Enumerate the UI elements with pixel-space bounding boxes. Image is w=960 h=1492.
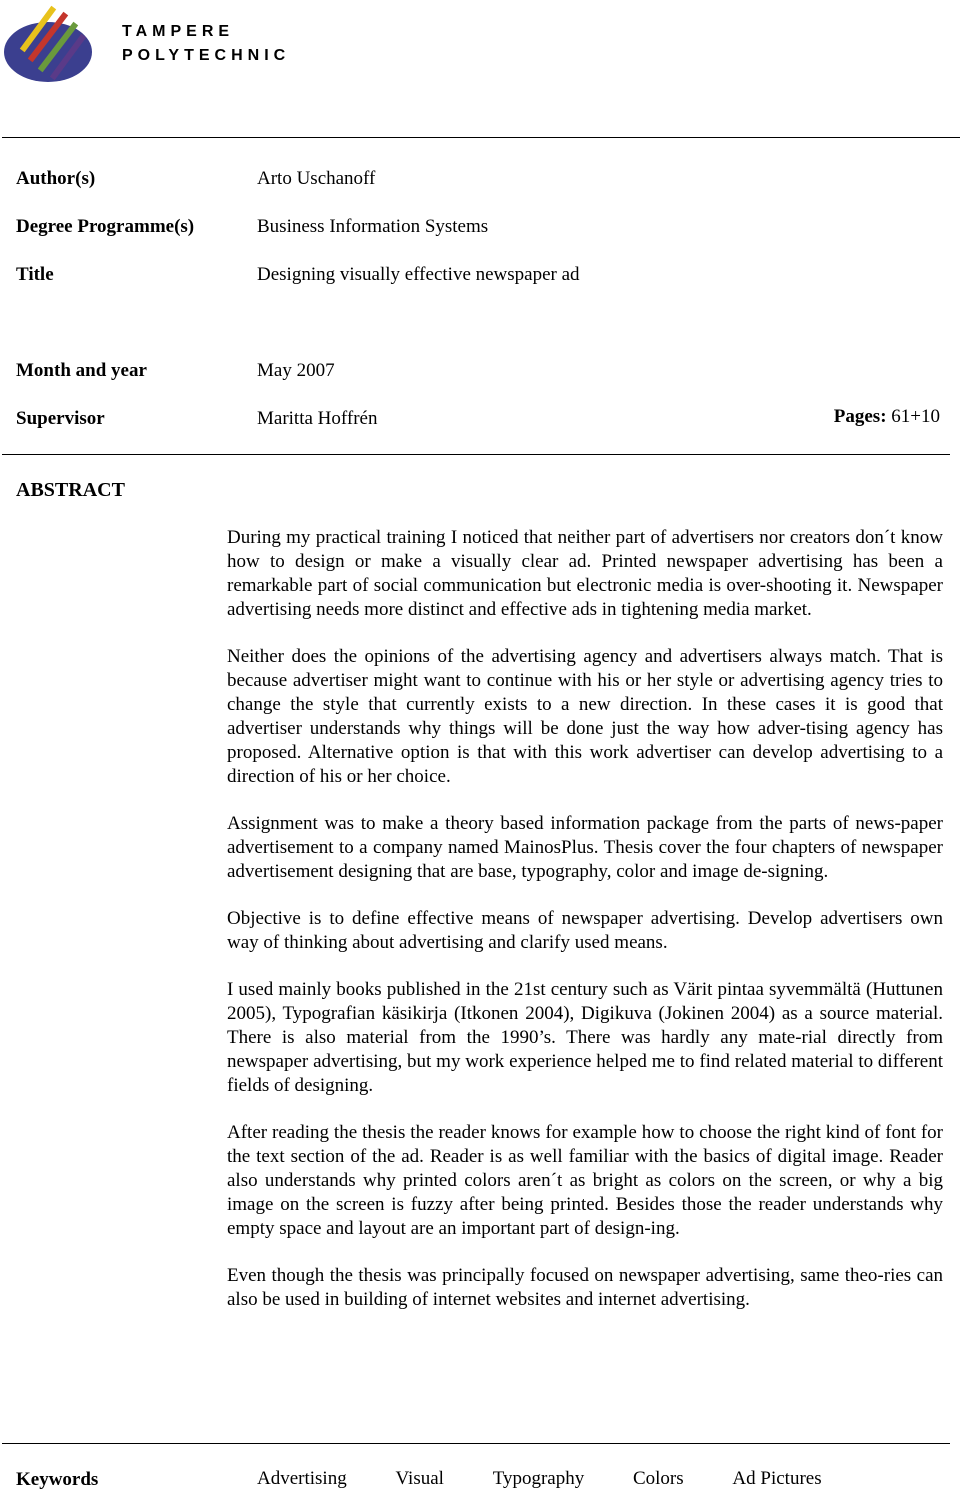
keyword-item: Colors xyxy=(632,1468,684,1489)
authors-label: Author(s) xyxy=(16,168,96,189)
abstract-paragraph: Neither does the opinions of the advertising agency and advertisers always match. That is because advertiser might want to continue with his or her style or advertising agency tries to change the style that currently exists to a new direction. In these cases it is good that advertiser understands why things will be done just the way how adver-tising agency has proposed. Alternative option is that with this work advertiser can develop advertising to a direction of his or her choice. xyxy=(227,646,943,787)
pages-label: Pages: xyxy=(833,406,887,427)
header-divider xyxy=(2,137,960,138)
abstract-paragraph: During my practical training I noticed that neither part of advertisers nor creators don´t know how to design or make a visually clear ad. Printed newspaper advertising has been a remarkable part of social communication but electronic media is over-shooting it. Newspaper advertising needs more distinct and effective ads in tightening media market. xyxy=(227,527,943,620)
month-year-label: Month and year xyxy=(16,360,147,381)
authors-value: Arto Uschanoff xyxy=(257,168,376,189)
keywords-divider xyxy=(2,1443,950,1444)
abstract-body xyxy=(227,526,943,1335)
tampere-polytechnic-logo xyxy=(2,2,98,84)
abstract-paragraph: I used mainly books published in the 21st century such as Värit pintaa syvemmältä (Huttunen 2005), Typografian käsikirja (Itkonen 2004), Digikuva (Jokinen 2004) as a source material. There is also material from the 1990’s. There was hardly any mate-rial directly from newspaper advertising, but my work experience helped me to find related material to different fields of designing. xyxy=(227,979,943,1096)
meta-divider xyxy=(2,454,950,455)
keyword-item: Advertising xyxy=(257,1468,347,1489)
programme-label: Degree Programme(s) xyxy=(16,216,195,237)
abstract-paragraph: Even though the thesis was principally focused on newspaper advertising, same theo-ries can also be used in building of internet websites and internet advertising. xyxy=(227,1265,943,1310)
institution-line-2: POLYTECHNIC xyxy=(122,47,291,64)
pages-info xyxy=(834,406,940,428)
pages-value: 61+10 xyxy=(891,406,940,427)
abstract-paragraph: Objective is to define effective means of newspaper advertising. Develop advertisers own way of thinking about advertising and clarify used means. xyxy=(227,908,943,953)
title-label: Title xyxy=(16,264,54,285)
abstract-paragraph: Assignment was to make a theory based information package from the parts of news-paper advertisement to a company named MainosPlus. Thesis cover the four chapters of newspaper advertisement designing that are base, typography, color and image de-signing. xyxy=(227,813,943,882)
abstract-heading: ABSTRACT xyxy=(16,479,125,501)
title-value: Designing visually effective newspaper ad xyxy=(257,264,580,285)
programme-value: Business Information Systems xyxy=(257,216,489,237)
keywords-label: Keywords xyxy=(16,1469,99,1490)
supervisor-label: Supervisor xyxy=(16,408,105,429)
keyword-item: Typography xyxy=(492,1468,585,1489)
abstract-paragraph: After reading the thesis the reader knows for example how to choose the right kind of font for the text section of the ad. Reader is as well familiar with the basics of digital image. Reader also understands why printed colors aren´t as bright as colors on the screen, or why a big image on the screen is fuzzy after being printed. Besides those the reader understands why empty space and layout are an important part of design-ing. xyxy=(227,1122,943,1239)
keyword-item: Ad Pictures xyxy=(732,1468,822,1489)
keyword-item: Visual xyxy=(395,1468,444,1489)
month-year-value: May 2007 xyxy=(257,360,335,381)
keywords-list xyxy=(257,1468,866,1490)
institution-line-1: TAMPERE xyxy=(122,23,235,40)
institution-name xyxy=(122,20,290,68)
supervisor-value: Maritta Hoffrén xyxy=(257,408,378,429)
